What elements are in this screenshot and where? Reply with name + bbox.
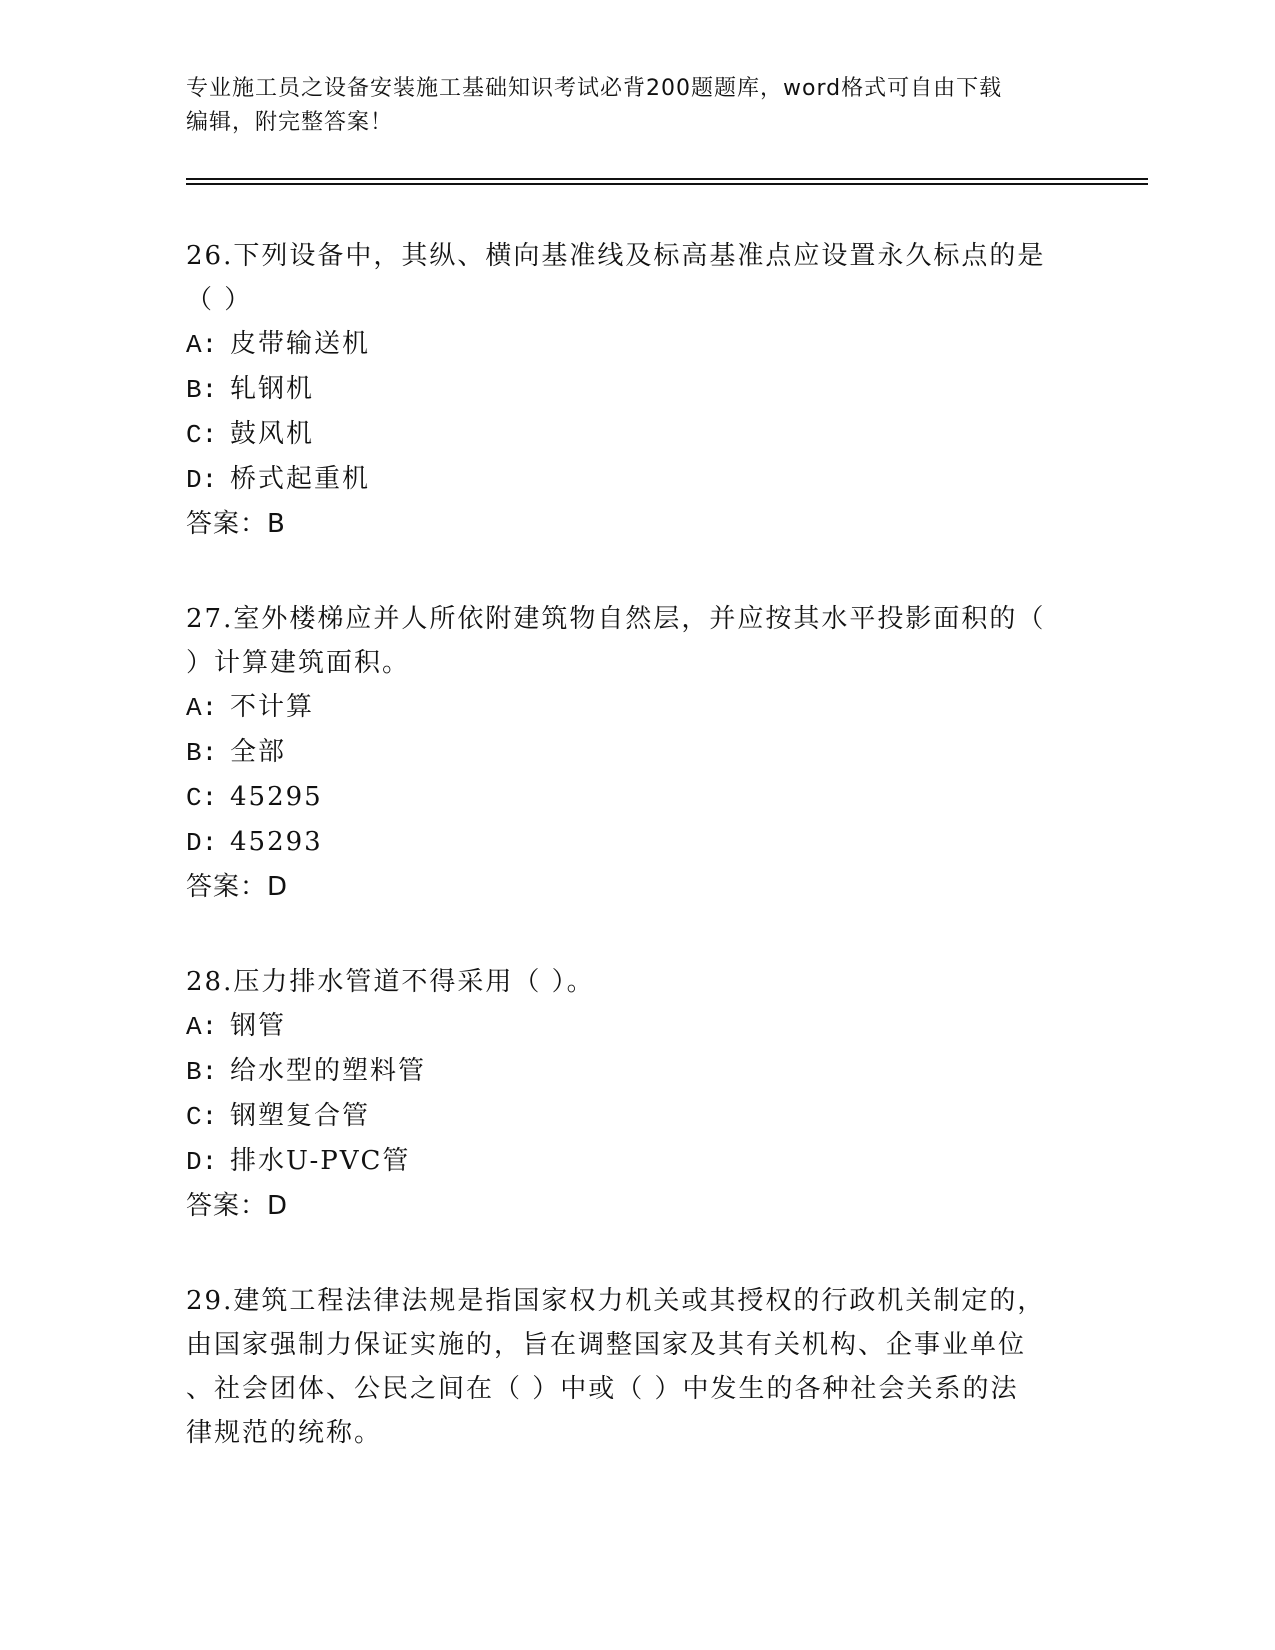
option-text: 轧钢机	[230, 374, 315, 404]
header-line-1: 专业施工员之设备安装施工基础知识考试必背200题题库，word格式可自由下载	[186, 76, 1003, 101]
question-28	[186, 960, 1076, 1228]
option-letter: A:	[186, 693, 218, 723]
option-text: 钢塑复合管	[230, 1101, 371, 1131]
option-text: 钢管	[230, 1011, 287, 1041]
option-text: 不计算	[230, 692, 315, 722]
option-a	[186, 685, 1076, 730]
option-letter: D:	[186, 465, 218, 495]
option-text: 鼓风机	[230, 419, 315, 449]
question-stem-line: 28.压力排水管道不得采用（ ）。	[186, 967, 595, 997]
option-letter: B:	[186, 375, 218, 405]
option-letter: D:	[186, 828, 218, 858]
option-c	[186, 412, 1076, 457]
question-stem-line: 、社会团体、公民之间在（ ）中或（ ）中发生的各种社会关系的法	[186, 1374, 1019, 1404]
answer-line: 答案：D	[186, 1191, 289, 1221]
option-a	[186, 322, 1076, 367]
option-letter: C:	[186, 420, 218, 450]
option-c	[186, 775, 1076, 820]
option-d	[186, 1139, 1076, 1184]
option-letter: B:	[186, 1057, 218, 1087]
question-stem-line: 27.室外楼梯应并人所依附建筑物自然层，并应按其水平投影面积的（	[186, 604, 1046, 634]
option-d	[186, 457, 1076, 502]
option-d	[186, 820, 1076, 865]
question-27	[186, 597, 1076, 909]
question-26	[186, 234, 1076, 546]
option-text: 给水型的塑料管	[230, 1056, 427, 1086]
option-text: 桥式起重机	[230, 464, 371, 494]
option-a	[186, 1004, 1076, 1049]
header-divider-top	[186, 178, 1148, 180]
option-letter: B:	[186, 738, 218, 768]
question-stem-line: 29.建筑工程法律法规是指国家权力机关或其授权的行政机关制定的，	[186, 1286, 1046, 1316]
option-b	[186, 730, 1076, 775]
option-letter: C:	[186, 1102, 218, 1132]
question-stem-line: 由国家强制力保证实施的，旨在调整国家及其有关机构、企事业单位	[186, 1330, 1027, 1360]
option-text: 皮带输送机	[230, 329, 371, 359]
question-stem-line: （ ）	[186, 285, 253, 315]
option-c	[186, 1094, 1076, 1139]
header-line-2: 编辑，附完整答案！	[186, 110, 394, 135]
answer-line: 答案：D	[186, 872, 289, 902]
option-b	[186, 367, 1076, 412]
question-stem-line: ）计算建筑面积。	[186, 648, 411, 678]
option-text: 全部	[230, 737, 287, 767]
question-stem-line: 律规范的统称。	[186, 1418, 383, 1448]
option-text: 排水U-PVC管	[230, 1146, 411, 1176]
header-divider-bottom	[186, 183, 1148, 185]
question-stem-line: 26.下列设备中，其纵、横向基准线及标高基准点应设置永久标点的是	[186, 241, 1046, 271]
option-text: 45295	[230, 782, 323, 812]
question-29	[186, 1279, 1076, 1455]
option-letter: D:	[186, 1147, 218, 1177]
document-header	[186, 72, 1076, 140]
option-letter: A:	[186, 1012, 218, 1042]
option-text: 45293	[230, 827, 323, 857]
option-b	[186, 1049, 1076, 1094]
option-letter: A:	[186, 330, 218, 360]
answer-line: 答案：B	[186, 509, 286, 539]
option-letter: C:	[186, 783, 218, 813]
